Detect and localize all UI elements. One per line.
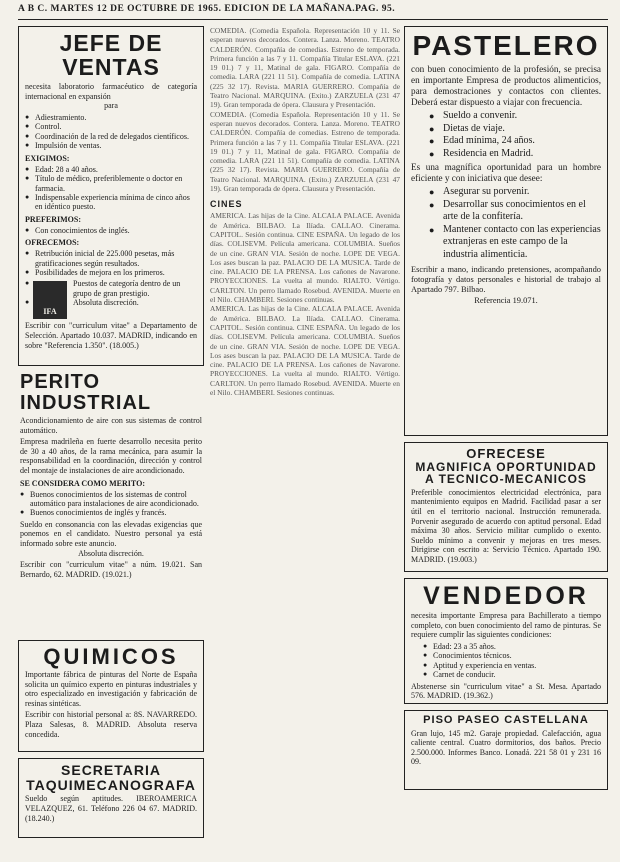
cinema-listings: AMERICA. Las hijas de la Cine. ALCALA PALACE. Avenida de América. BILBAO. La Ilíada. CALLAO. Cinerama. CAPITOL. Sesión continua. CINE ESPAÑA. Un legado de los días. COLISEVM. Película americana. COLUMBIA. Sueños de un cine. GRAN VIA. Sesión de noche. LOPE DE VEGA. Los ases buscan la paz. PALACIO DE LA MUSICA. Tarde de cine. PALACIO DE LA PRENSA. Los cañones de Navarone. PROYECCIONES. La vuelta al mundo. RIALTO. Vértigo. CARLTON. Un perro llamado Rosebud. AVENIDA. Muerte en el Nilo. CHAMBERI. Sesiones continuas. bbox=[210, 211, 400, 305]
ifa-logo: IFA bbox=[33, 281, 67, 319]
quimicos-closing: Escribir con historial personal a: 8S. NAVARREDO. Plaza Salesas, 8. MADRID. Absoluta reserva concedida. bbox=[25, 710, 197, 739]
piso-title: PISO PASEO CASTELLANA bbox=[423, 714, 589, 726]
perito-text4: Absoluta discreción. bbox=[78, 548, 144, 558]
list-item: ● Aptitud y experiencia en ventas. bbox=[423, 661, 601, 670]
vendedor-title: VENDEDOR bbox=[423, 582, 589, 610]
ad-pastelero bbox=[404, 26, 608, 436]
ad-piso bbox=[404, 710, 608, 790]
list-item: ● Edad mínima, 24 años. bbox=[429, 135, 601, 148]
perito-text3: Sueldo en consonancia con las elevadas exigencias que ponemos en el candidato. Nuestro personal ya está informado sobre este anuncio. bbox=[20, 519, 202, 548]
pastelero-closing: Escribir a mano, indicando pretensiones, acompañando fotografía y datos personales e historial de trabajo al Apartado 797. Bilbao. bbox=[411, 265, 601, 295]
pastelero-ref: Referencia 19.071. bbox=[474, 296, 538, 306]
quimicos-title: QUIMICOS bbox=[43, 644, 179, 669]
list-item: ● Carnet de conducir. bbox=[423, 670, 601, 679]
quimicos-text: Importante fábrica de pinturas del Norte de España solicita un químico experto en pinturas industriales y otro especializado en investigación y fabricación de resinas sintéticas. bbox=[25, 670, 197, 708]
list-item: ● Desarrollar sus conocimientos en el arte de la confitería. bbox=[429, 199, 601, 224]
list-item: ● Posibilidades de mejora en los primeros. bbox=[25, 268, 197, 277]
pastelero-list-2 bbox=[429, 186, 601, 261]
jefe-title: JEFE DE VENTAS bbox=[59, 30, 163, 81]
list-item: ● Buenos conocimientos de los sistemas de control automático para instalaciones de aire acondicionado. bbox=[20, 490, 202, 509]
vendedor-closing: Abstenerse sin "curriculum vitae" a St. Mesa. Apartado 576. MADRID. (19.362.) bbox=[411, 681, 601, 701]
jefe-ofre-list-2 bbox=[25, 279, 197, 307]
list-item: ● Edad: 28 a 40 años. bbox=[25, 165, 197, 174]
list-item: ● Título de médico, preferiblemente o doctor en farmacia. bbox=[25, 174, 197, 193]
perito-merit-label: SE CONSIDERA COMO MERITO: bbox=[20, 478, 145, 488]
page-header bbox=[18, 4, 608, 22]
list-item: ● Puestos de categoría dentro de un grupo de gran prestigio. bbox=[25, 279, 197, 298]
ofrece-title-1: OFRECESE bbox=[466, 446, 546, 461]
jefe-ofre-list bbox=[25, 249, 197, 277]
column-left bbox=[18, 26, 204, 856]
list-item: ● Buenos conocimientos de inglés y francés. bbox=[20, 508, 202, 517]
list-item: ● Conocimientos técnicos. bbox=[423, 651, 601, 660]
cines-heading: CINES bbox=[210, 199, 243, 210]
list-item: ● Coordinación de la red de delegados científicos. bbox=[25, 132, 197, 141]
vendedor-intro: necesita importante Empresa para Bachillerato a tiempo completo, con buen conocimiento del ramo de pinturas. Se requiere cumplir las siguientes condiciones: bbox=[411, 611, 601, 640]
list-item: ● Control. bbox=[25, 122, 197, 131]
jefe-task-list bbox=[25, 113, 197, 151]
list-item: ● Edad: 23 a 35 años. bbox=[423, 642, 601, 651]
list-item: ● Impulsión de ventas. bbox=[25, 141, 197, 150]
jefe-exig-label: EXIGIMOS: bbox=[25, 153, 70, 163]
list-item: ● Residencia en Madrid. bbox=[429, 148, 601, 161]
jefe-intro: necesita laboratorio farmacéutico de categoría internacional en expansión bbox=[25, 82, 197, 101]
pastelero-title: PASTELERO bbox=[412, 30, 600, 61]
header-text: A B C. MARTES 12 DE OCTUBRE DE 1965. EDICION DE LA MAÑANA.PAG. 95. bbox=[18, 4, 396, 14]
perito-text1: Acondicionamiento de aire con sus sistemas de control automático. bbox=[20, 416, 202, 435]
list-item: ● Con conocimientos de inglés. bbox=[25, 226, 197, 235]
column-right bbox=[404, 26, 608, 856]
ad-perito-industrial bbox=[18, 372, 204, 634]
cinema-listings-cont: AMERICA. Las hijas de la Cine. ALCALA PALACE. Avenida de América. BILBAO. La Ilíada. CALLAO. Cinerama. CAPITOL. Sesión continua. CINE ESPAÑA. Un legado de los días. COLISEVM. Película americana. COLUMBIA. Sueños de un cine. GRAN VIA. Sesión de noche. LOPE DE VEGA. Los ases buscan la paz. PALACIO DE LA MUSICA. Tarde de cine. PALACIO DE LA PRENSA. Los cañones de Navarone. PROYECCIONES. La vuelta al mundo. RIALTO. Vértigo. CARLTON. Un perro llamado Rosebud. AVENIDA. Muerte en el Nilo. CHAMBERI. Sesiones continuas. bbox=[210, 304, 400, 397]
jefe-pref-list bbox=[25, 226, 197, 235]
list-item: ● Absoluta discreción. bbox=[25, 298, 197, 307]
list-item: ● Indispensable experiencia mínima de cinco años en idéntico puesto. bbox=[25, 193, 197, 212]
ofrece-text: Preferible conocimientos electricidad electrónica, para mantenimiento equipos en Madrid. Facilidad pasar a ser útil en el territorio nacional. Instrucción remunerada. Porvenir asegurado de acuerdo con aptitud personal. Edad máxima 30 años. Servicio militar cumplido o exento. Sueldo mínimo a convenir y mejoras en tres meses. Dirigirse con escrito a: Servicio Técnico. Apartado 190. MADRID. (19.003.) bbox=[411, 487, 601, 564]
pastelero-mid: Es una magnífica oportunidad para un hombre eficiente y con iniciativa que desee: bbox=[411, 162, 601, 184]
jefe-ofre-label: OFRECEMOS: bbox=[25, 238, 80, 248]
list-item: ● Sueldo a convenir. bbox=[429, 110, 601, 123]
jefe-exig-list bbox=[25, 165, 197, 212]
list-item: ● Retribución inicial de 225.000 pesetas, más gratificaciones según resultados. bbox=[25, 249, 197, 268]
list-item: ● Mantener contacto con las experiencias extranjeras en este campo de la industria alimenticia. bbox=[429, 224, 601, 262]
list-item: ● Asegurar su porvenir. bbox=[429, 186, 601, 199]
theatre-listings-cont: COMEDIA. (Comedia Española. Representación 10 y 11. Se esperan nuevos decorados. Contera. Lanza. Moreno. TEATRO CALDERÓN. Compañía de comedias. Estreno de temporada. Primera función a las 7 y 11. Compañía Titular ESLAVA. (221 19 01.) 7 y 11, Matinal de gala. FIGARO. Compañía de comedia. LARA (221 11 51). Compañía de comedia. LATINA (225 32 17). Revista. MARIA GUERRERO. Compañía de Teatro Nacional. MARQUINA. (Exito.) ZARZUELA (231 47 19). Gran temporada de ópera. Clausura y Presentación. bbox=[210, 109, 400, 194]
ofrece-title-3: A TECNICO-MECANICOS bbox=[425, 472, 587, 487]
ad-secretaria bbox=[18, 758, 204, 838]
vendedor-list bbox=[423, 642, 601, 680]
theatre-listings: COMEDIA. (Comedia Española. Representación 10 y 11. Se esperan nuevos decorados. Contera. Lanza. Moreno. TEATRO CALDERÓN. Compañía de comedias. Estreno de temporada. Primera función a las 7 y 11. Compañía Titular ESLAVA. (221 19 01.) 7 y 11, Matinal de gala. FIGARO. Compañía de comedia. LARA (221 11 51). Compañía de comedia. LATINA (225 32 17). Revista. MARIA GUERRERO. Compañía de Teatro Nacional. MARQUINA. (Exito.) ZARZUELA (231 47 19). Gran temporada de ópera. Clausura y Presentación. bbox=[210, 26, 400, 110]
perito-title: PERITO INDUSTRIAL bbox=[20, 371, 152, 414]
ad-jefe-de-ventas bbox=[18, 26, 204, 366]
secretaria-title-2: TAQUIMECANOGRAFA bbox=[26, 776, 196, 793]
pastelero-intro: con buen conocimiento de la profesión, se precisa en importante Empresa de productos alimenticios, para demostraciones y contactos con clientes. Deberá estar dispuesto a viajar con frecuencia. bbox=[411, 64, 601, 108]
perito-merit-list bbox=[20, 490, 202, 518]
pastelero-list bbox=[429, 110, 601, 160]
secretaria-title-1: SECRETARIA bbox=[61, 762, 161, 778]
list-item: ● Dietas de viaje. bbox=[429, 123, 601, 136]
jefe-pref-label: PREFERIMOS: bbox=[25, 214, 81, 224]
perito-text2: Empresa madrileña en fuerte desarrollo necesita perito de 30 a 40 años, de la rama mecánica, para asumir la responsabilidad en la coordinación, dirección y control del montaje de instalaciones de aire acondicionado. bbox=[20, 437, 202, 475]
secretaria-text: Sueldo según aptitudes. IBEROAMERICA VELAZQUEZ, 61. Teléfono 226 04 67. MADRID. (18.240.) bbox=[25, 794, 197, 823]
ad-ofrecese bbox=[404, 442, 608, 572]
piso-text: Gran lujo, 145 m2. Garaje propiedad. Calefacción, agua caliente central. Cuatro dormitorios, dos baños. Precio 2.500.000. Informes Banco. Lonadá. 221 58 01 y 231 16 09. bbox=[411, 728, 601, 767]
ad-vendedor bbox=[404, 578, 608, 704]
jefe-para: para bbox=[104, 101, 118, 111]
column-middle bbox=[210, 26, 400, 856]
ofrece-title-2: MAGNIFICA OPORTUNIDAD bbox=[415, 459, 597, 474]
jefe-closing: Escribir con "curriculum vitae" a Departamento de Selección. Apartado 10.037. MADRID, indicando en sobre "Referencia 1.350". (18.005.) bbox=[25, 321, 197, 350]
list-item: ● Adiestramiento. bbox=[25, 113, 197, 122]
ad-quimicos bbox=[18, 640, 204, 752]
perito-closing: Escribir con "curriculum vitae" a núm. 19.021. San Bernardo, 62. MADRID. (19.021.) bbox=[20, 560, 202, 579]
header-rule bbox=[18, 19, 608, 20]
